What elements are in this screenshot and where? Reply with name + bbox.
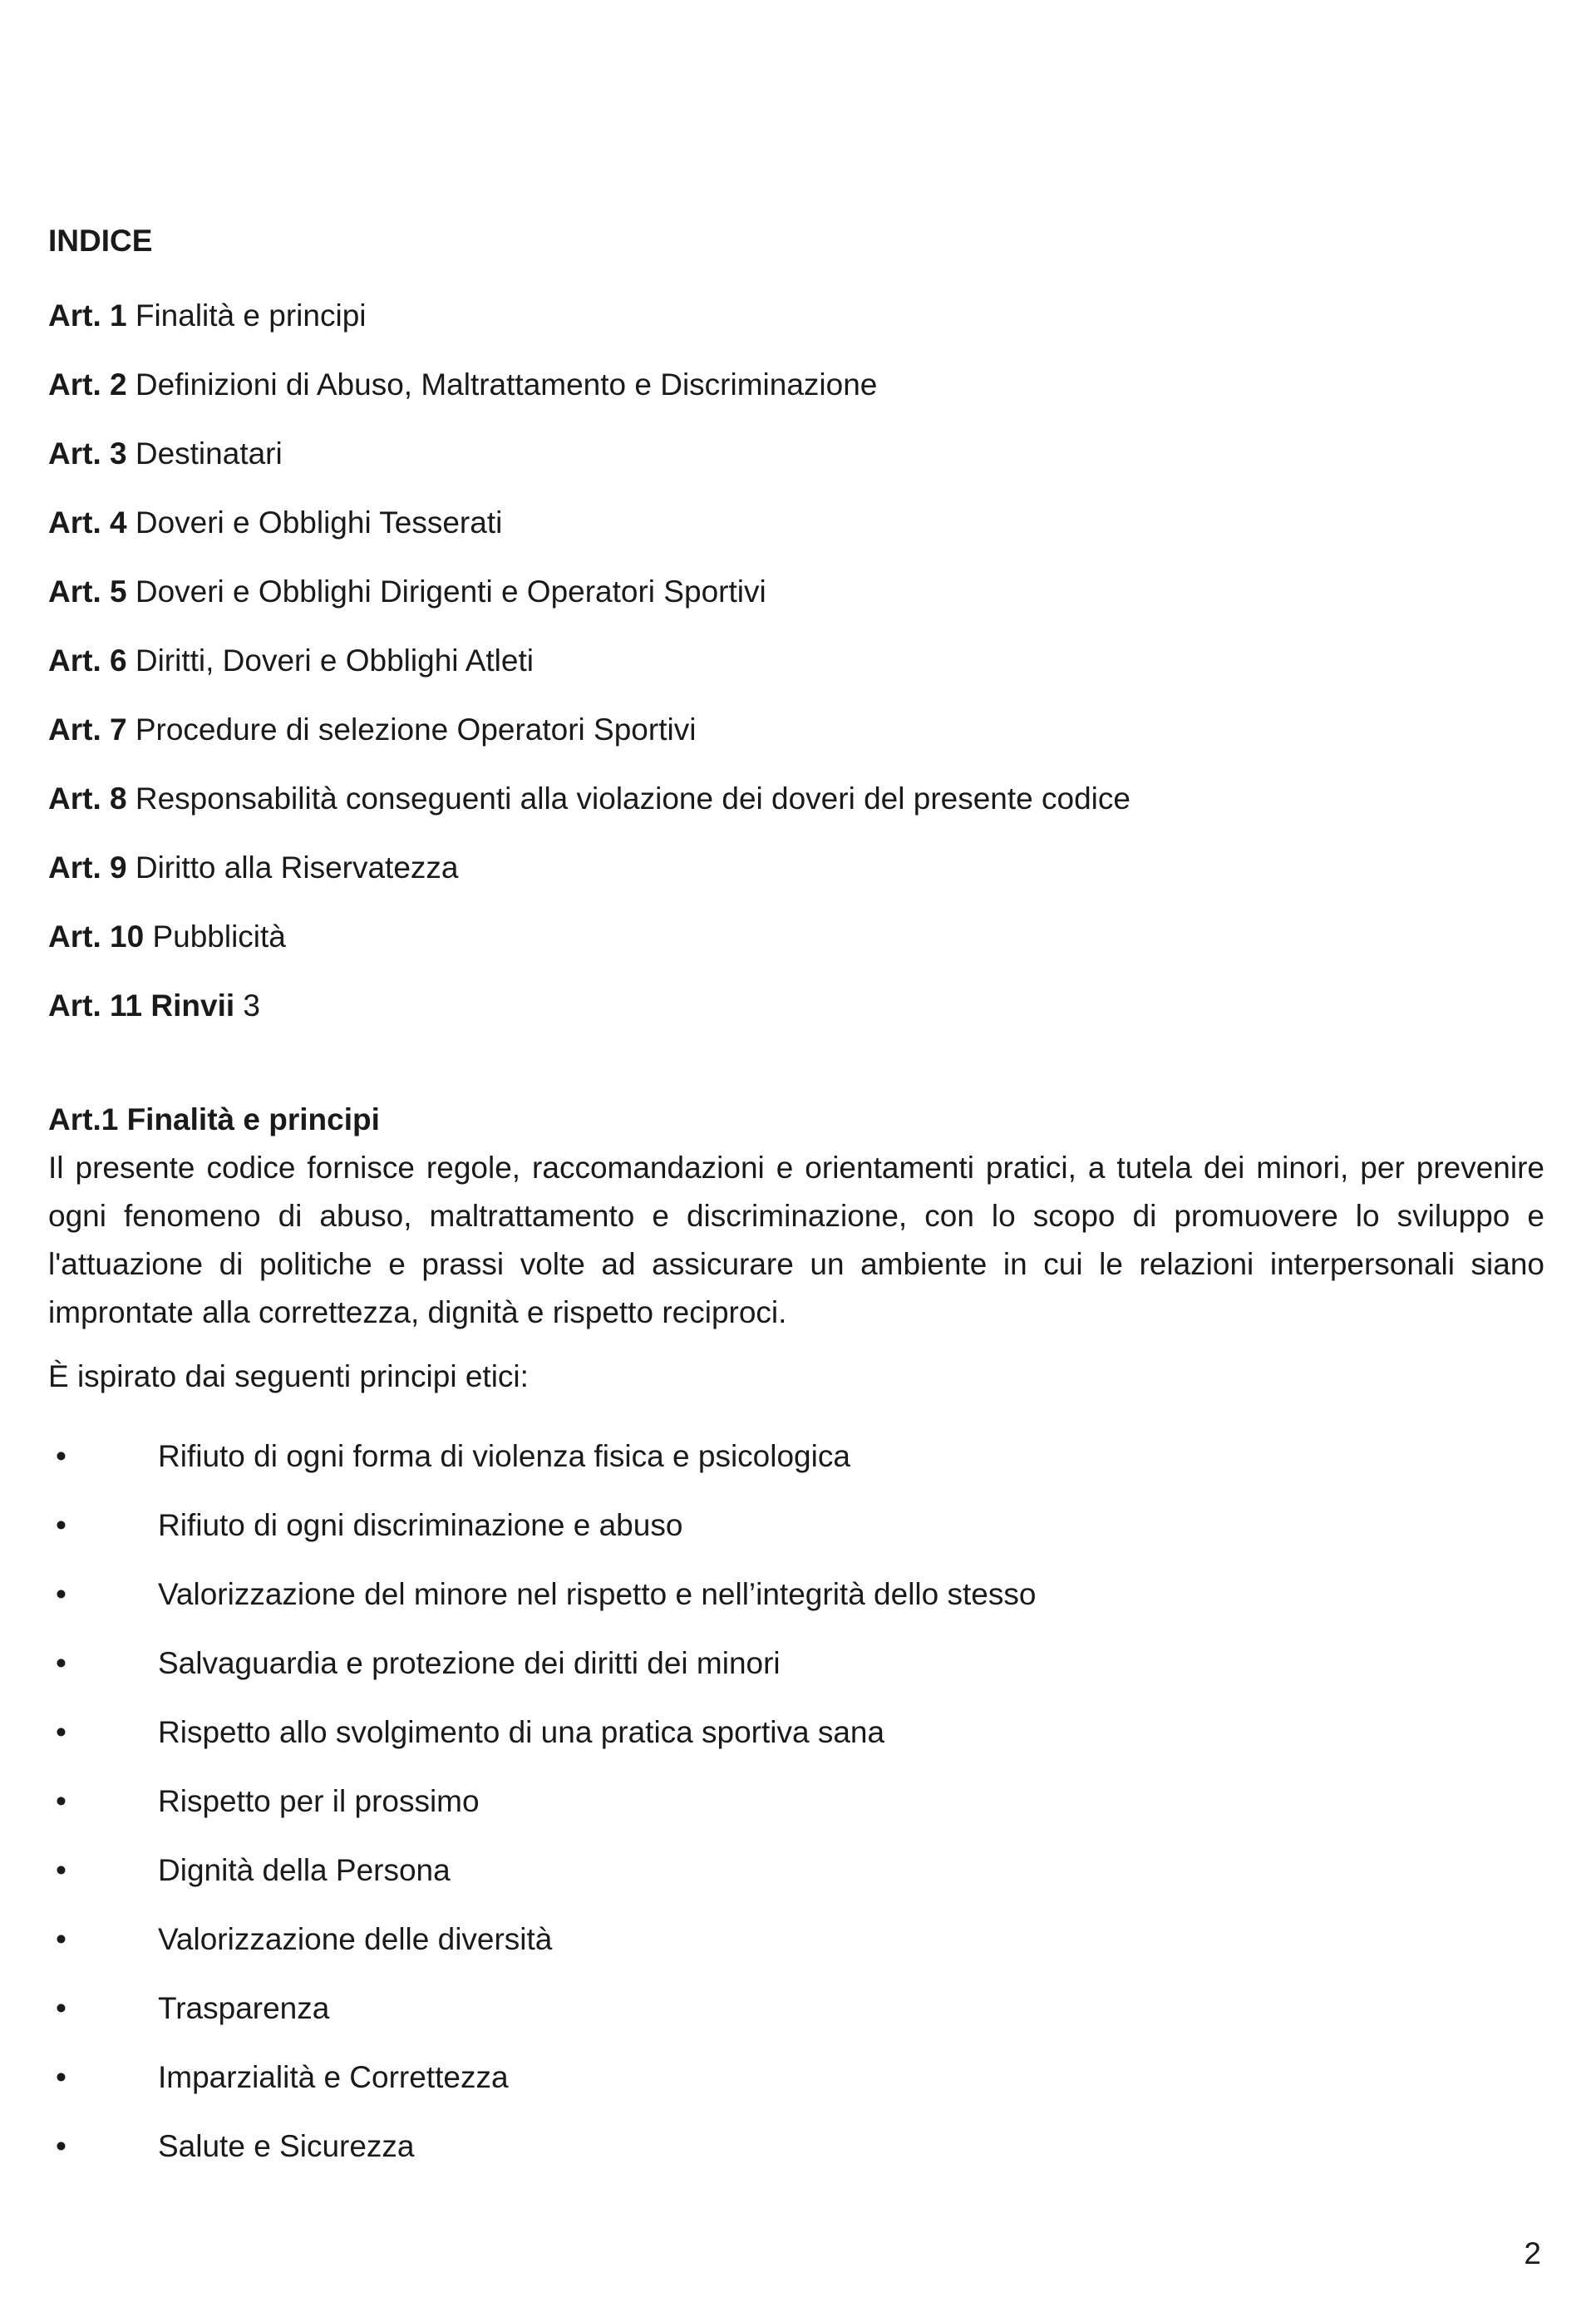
list-item-text: Dignità della Persona [158, 1853, 451, 1887]
index-entry-text: Diritti, Doveri e Obblighi Atleti [135, 643, 534, 678]
index-entry [48, 643, 1544, 679]
bullet-icon: • [56, 1991, 66, 2025]
list-item [48, 1645, 1544, 1682]
index-entry-label: Art. 8 [48, 781, 127, 816]
list-item [48, 1990, 1544, 2027]
list-item [48, 1507, 1544, 1544]
index-entry-label: Art. 11 Rinvii [48, 988, 235, 1023]
list-item [48, 2059, 1544, 2096]
index-entry-text: Definizioni di Abuso, Maltrattamento e Discriminazione [135, 367, 878, 402]
list-item-text: Trasparenza [158, 1991, 330, 2025]
list-item-text: Rifiuto di ogni forma di violenza fisica e psicologica [158, 1439, 850, 1473]
index-entry-text: Finalità e principi [135, 298, 367, 333]
index-entry-text: Doveri e Obblighi Tesserati [135, 505, 503, 540]
index-entry [48, 298, 1544, 334]
bullet-icon: • [56, 2060, 66, 2094]
list-item [48, 1852, 1544, 1889]
index-entry-text: Doveri e Obblighi Dirigenti e Operatori Sportivi [135, 574, 766, 609]
bullet-icon: • [56, 1784, 66, 1818]
index-entry-text: Diritto alla Riservatezza [135, 850, 459, 885]
bullet-icon: • [56, 1922, 66, 1956]
index-entry-label: Art. 1 [48, 298, 127, 333]
index-entry [48, 781, 1544, 817]
article-body-paragraph: Il presente codice fornisce regole, raccomandazioni e orientamenti pratici, a tutela dei minori, per prevenire ogni fenomeno di abuso, maltrattamento e discriminazione, con lo scopo di promuovere lo sviluppo e l'attuazione di politiche e prassi volte ad assicurare un ambiente in cui le relazioni interpersonali siano improntate alla correttezza, dignità e rispetto reciproci. [48, 1151, 1544, 1329]
index-title: INDICE [48, 224, 153, 258]
index-entry-label: Art. 3 [48, 436, 127, 471]
index-entry [48, 367, 1544, 403]
list-item [48, 1714, 1544, 1751]
list-item [48, 1576, 1544, 1613]
list-item [48, 1438, 1544, 1475]
bullet-icon: • [56, 2129, 66, 2163]
index-entry [48, 574, 1544, 610]
list-item [48, 2128, 1544, 2165]
bullet-icon: • [56, 1577, 66, 1611]
list-item-text: Rispetto per il prossimo [158, 1784, 480, 1818]
list-item-text: Salute e Sicurezza [158, 2129, 415, 2163]
list-item [48, 1783, 1544, 1820]
index-entry [48, 436, 1544, 472]
index-entry [48, 712, 1544, 748]
index-entry-text: Destinatari [135, 436, 283, 471]
index-entry-text: Pubblicità [152, 919, 286, 954]
index-entry-label: Art. 7 [48, 712, 127, 747]
bullet-icon: • [56, 1439, 66, 1473]
list-item-text: Imparzialità e Correttezza [158, 2060, 509, 2094]
index-entry-text: Procedure di selezione Operatori Sportivi [135, 712, 697, 747]
index-entry [48, 505, 1544, 541]
article-1-section [48, 1096, 1544, 2165]
list-item [48, 1921, 1544, 1958]
principles-intro: È ispirato dai seguenti principi etici: [48, 1359, 529, 1393]
article-title: Art.1 Finalità e principi [48, 1102, 380, 1136]
page-number: 2 [1524, 2236, 1541, 2270]
index-entry-label: Art. 9 [48, 850, 127, 885]
bullet-icon: • [56, 1508, 66, 1542]
bullet-icon: • [56, 1646, 66, 1680]
bullet-icon: • [56, 1715, 66, 1749]
index-entry-text: 3 [243, 988, 260, 1023]
list-item-text: Valorizzazione delle diversità [158, 1922, 553, 1956]
list-item-text: Rispetto allo svolgimento di una pratica sportiva sana [158, 1715, 885, 1749]
principles-list [48, 1438, 1544, 2165]
index-entry [48, 988, 1544, 1024]
index-entry-label: Art. 6 [48, 643, 127, 678]
list-item-text: Rifiuto di ogni discriminazione e abuso [158, 1508, 683, 1542]
table-of-contents [48, 298, 1544, 1024]
index-entry [48, 919, 1544, 955]
list-item-text: Valorizzazione del minore nel rispetto e nell’integrità dello stesso [158, 1577, 1037, 1611]
index-entry-label: Art. 2 [48, 367, 127, 402]
index-entry-label: Art. 4 [48, 505, 127, 540]
index-entry [48, 850, 1544, 886]
bullet-icon: • [56, 1853, 66, 1887]
index-entry-label: Art. 10 [48, 919, 145, 954]
index-entry-text: Responsabilità conseguenti alla violazione dei doveri del presente codice [135, 781, 1130, 816]
index-entry-label: Art. 5 [48, 574, 127, 609]
list-item-text: Salvaguardia e protezione dei diritti dei minori [158, 1646, 781, 1680]
